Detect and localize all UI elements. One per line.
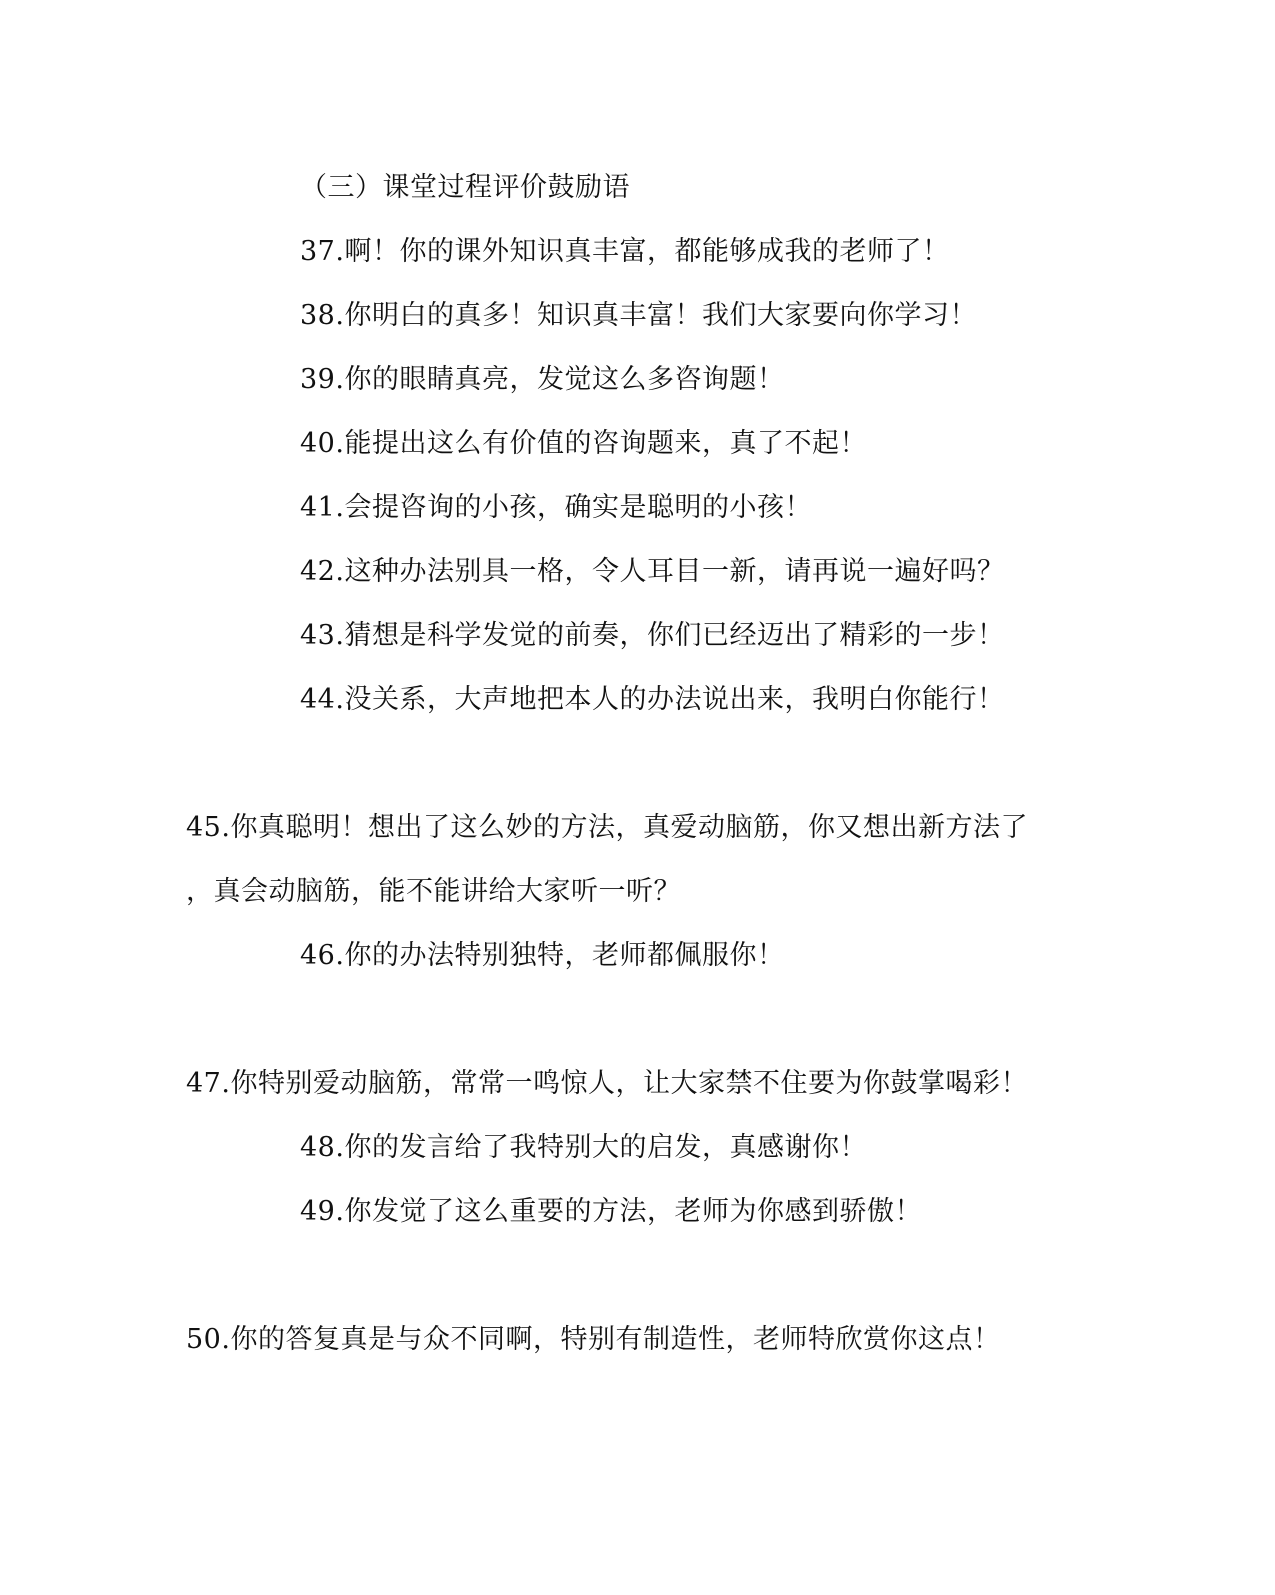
list-item-45-continuation: ，真会动脑筋，能不能讲给大家听一听？ [186, 876, 681, 907]
list-item-41: 41.会提咨询的小孩，确实是聪明的小孩！ [300, 492, 812, 523]
list-item-42: 42.这种办法别具一格，令人耳目一新，请再说一遍好吗？ [300, 556, 1005, 587]
section-heading: （三）课堂过程评价鼓励语 [300, 172, 630, 203]
list-item-47: 47.你特别爱动脑筋，常常一鸣惊人，让大家禁不住要为你鼓掌喝彩！ [186, 1068, 1028, 1099]
list-item-48: 48.你的发言给了我特别大的启发，真感谢你！ [300, 1132, 867, 1163]
list-item-45: 45.你真聪明！想出了这么妙的方法，真爱动脑筋，你又想出新方法了 [186, 812, 1028, 843]
list-item-39: 39.你的眼睛真亮，发觉这么多咨询题！ [300, 364, 785, 395]
list-item-44: 44.没关系，大声地把本人的办法说出来，我明白你能行！ [300, 684, 1005, 715]
list-item-40: 40.能提出这么有价值的咨询题来，真了不起！ [300, 428, 867, 459]
list-item-37: 37.啊！你的课外知识真丰富，都能够成我的老师了！ [300, 236, 950, 267]
list-item-43: 43.猜想是科学发觉的前奏，你们已经迈出了精彩的一步！ [300, 620, 1005, 651]
list-item-46: 46.你的办法特别独特，老师都佩服你！ [300, 940, 785, 971]
list-item-49: 49.你发觉了这么重要的方法，老师为你感到骄傲！ [300, 1196, 922, 1227]
list-item-38: 38.你明白的真多！知识真丰富！我们大家要向你学习！ [300, 300, 977, 331]
list-item-50: 50.你的答复真是与众不同啊，特别有制造性，老师特欣赏你这点！ [186, 1324, 1001, 1355]
